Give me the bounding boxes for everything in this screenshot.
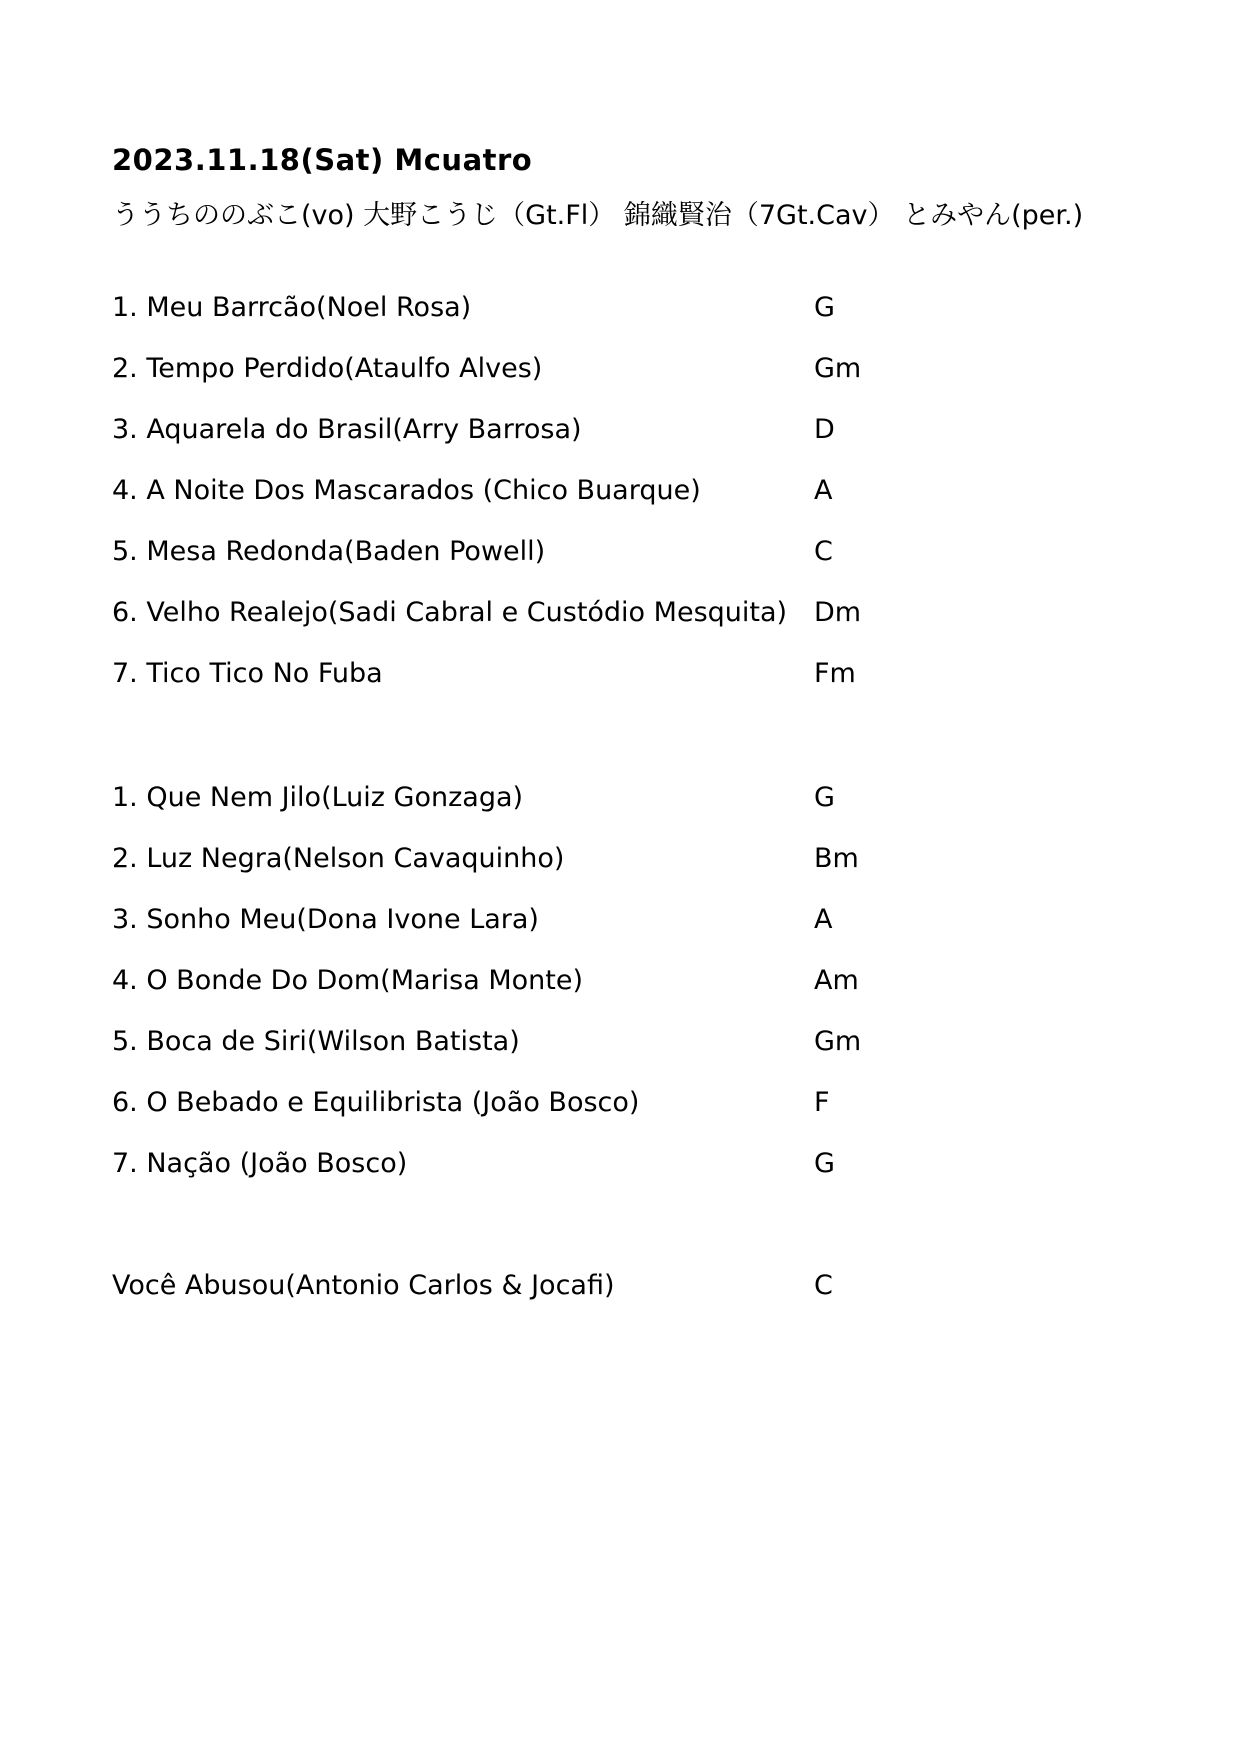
- setlist-first-set: [112, 290, 1112, 717]
- song-row: [112, 656, 1112, 717]
- song-row: [112, 780, 1112, 841]
- song-row: [112, 595, 1112, 656]
- song-title: 3. Aquarela do Brasil(Arry Barrosa): [112, 414, 582, 445]
- song-title: 1. Que Nem Jilo(Luiz Gonzaga): [112, 782, 524, 813]
- song-key: Dm: [814, 597, 862, 628]
- song-key: C: [814, 1270, 833, 1301]
- song-title: 2. Tempo Perdido(Ataulfo Alves): [112, 353, 543, 384]
- song-key: Bm: [814, 843, 859, 874]
- song-row: [112, 412, 1112, 473]
- song-key: G: [814, 782, 835, 813]
- song-key: Gm: [814, 353, 862, 384]
- song-title: 5. Mesa Redonda(Baden Powell): [112, 536, 546, 567]
- song-row: [112, 473, 1112, 534]
- song-row: [112, 1268, 1112, 1329]
- song-row: [112, 290, 1112, 351]
- song-row: [112, 1146, 1112, 1207]
- song-key: A: [814, 475, 833, 506]
- song-key: F: [814, 1087, 830, 1118]
- song-title: 6. O Bebado e Equilibrista (João Bosco): [112, 1087, 640, 1118]
- setlist-encore: [112, 1268, 1112, 1329]
- song-title: 5. Boca de Siri(Wilson Batista): [112, 1026, 520, 1057]
- song-row: [112, 351, 1112, 412]
- song-key: Gm: [814, 1026, 862, 1057]
- song-row: [112, 1085, 1112, 1146]
- song-key: Am: [814, 965, 859, 996]
- song-key: G: [814, 1148, 835, 1179]
- song-title: 4. A Noite Dos Mascarados (Chico Buarque): [112, 475, 701, 506]
- band-members: ううちののぶこ(vo) 大野こうじ（Gt.Fl） 錦織賢治（7Gt.Cav） とみやん(per.): [112, 200, 1084, 231]
- song-key: C: [814, 536, 833, 567]
- song-title: 6. Velho Realejo(Sadi Cabral e Custódio Mesquita): [112, 597, 788, 628]
- song-row: [112, 1024, 1112, 1085]
- song-row: [112, 902, 1112, 963]
- song-title: Você Abusou(Antonio Carlos & Jocafi): [112, 1270, 615, 1301]
- song-title: 3. Sonho Meu(Dona Ivone Lara): [112, 904, 539, 935]
- song-row: [112, 963, 1112, 1024]
- song-key: G: [814, 292, 835, 323]
- song-title: 1. Meu Barrcão(Noel Rosa): [112, 292, 472, 323]
- song-title: 7. Tico Tico No Fuba: [112, 658, 383, 689]
- setlist-second-set: [112, 780, 1112, 1207]
- song-row: [112, 534, 1112, 595]
- song-title: 7. Nação (João Bosco): [112, 1148, 408, 1179]
- song-title: 4. O Bonde Do Dom(Marisa Monte): [112, 965, 583, 996]
- page-title: 2023.11.18(Sat) Mcuatro: [112, 143, 533, 177]
- song-key: Fm: [814, 658, 856, 689]
- song-row: [112, 841, 1112, 902]
- song-title: 2. Luz Negra(Nelson Cavaquinho): [112, 843, 565, 874]
- song-key: A: [814, 904, 833, 935]
- song-key: D: [814, 414, 835, 445]
